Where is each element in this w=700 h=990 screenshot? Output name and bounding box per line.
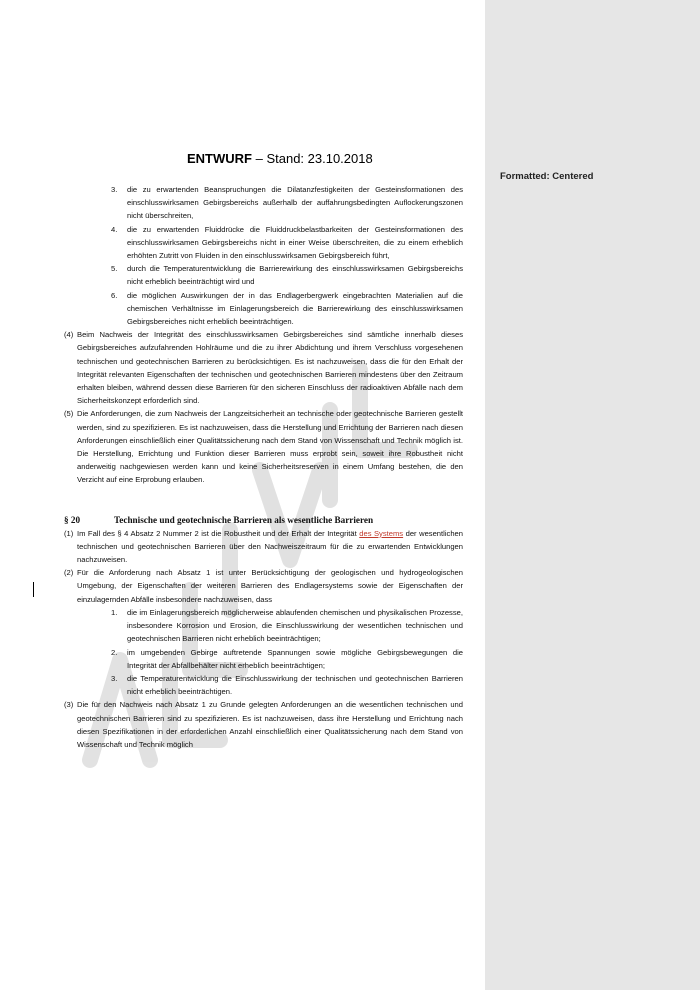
list-item: 2. im umgebenden Gebirge auftretende Spannungen sowie mögliche Gebirgsbewegungen die Integrität der Abfallbehälter nicht erheblich beeinträchtigen;	[111, 647, 463, 670]
tracked-change-insertion[interactable]: des Systems	[359, 528, 404, 538]
list-item: 6. die möglichen Auswirkungen der in das Endlagerbergwerk eingebrachten Materialien auf die chemischen Verhältnisse im Einlagerungsbereich die Barrierewirkung des einschlusswirksamen Gebirgsbereiches nicht erheblich beeinträchtigen.	[111, 290, 463, 327]
list-item: 3. die Temperaturentwicklung die Einschlusswirkung der technischen und geotechnischen Barrieren nicht erheblich beeinträchtigen.	[111, 673, 463, 697]
section-heading	[64, 514, 463, 527]
section-paragraph-2: (2) Für die Anforderung nach Absatz 1 ist unter Berücksichtigung der geologischen und hydrogeologischen Umgebung, der Eigenschaften der weiteren Barrieren des Endlagersystems sowie der Eigenschaften der einzulagernden Abfälle insbesondere nachzuweisen, dass	[64, 568, 463, 604]
section-paragraph-3: (3) Die für den Nachweis nach Absatz 1 zu Grunde gelegten Anforderungen an die wesentlichen technischen und geotechnischen Barrieren sind zu spezifizieren. Es ist nachzuweisen, dass ihre Herstellung und Errichtung nach diesen Spezifikationen in der erforderlichen Anzahl einschließlich einer Qualitätssicherung nach dem Stand von Wissenschaft und Technik möglich	[64, 700, 463, 749]
section-paragraph-1: (1) Im Fall des § 4 Absatz 2 Nummer 2 ist die Robustheit und der Erhalt der Integrität des Systems der wesentlichen technischen und geotechnischen Barrieren über den Nachweiszeitraum für die zu erwartenden Entwicklungen nachzuweisen.	[64, 528, 463, 565]
header-draft-label: ENTWURF	[187, 151, 252, 166]
page-header	[187, 151, 373, 166]
list-item: 1. die im Einlagerungsbereich möglicherweise ablaufenden chemischen und physikalischen Prozesse, insbesondere Korrosion und Erosion, die Einschlusswirkung der wesentlichen technischen und geotechnischen Barrieren nicht erheblich beeinträchtigen;	[111, 607, 463, 644]
list-item: 3. die zu erwartenden Beanspruchungen die Dilatanzfestigkeiten der Gesteinsformationen des einschlusswirksamen Gebirgsbereichs außerhalb der auffahrungsbedingten Auflockerungszonen nicht überschreiten,	[111, 185, 463, 221]
list-item: 5. durch die Temperaturentwicklung die Barrierewirkung des einschlusswirksamen Gebirgsbereichs nicht erheblich beeinträchtigt wird und	[111, 264, 463, 287]
document-body	[64, 183, 463, 751]
section-title: Technische und geotechnische Barrieren als wesentliche Barrieren	[114, 514, 374, 525]
header-date: – Stand: 23.10.2018	[252, 151, 373, 166]
list-item: 4. die zu erwartenden Fluiddrücke die Fluiddruckbelastbarkeiten der Gesteinsformationen des einschlusswirksamen Gebirgsbereichs nicht in einer Weise überschreiten, die zu einem erheblich erhöhten Zutritt von Fluiden in den einschlusswirksamen Gebirgsbereich führt,	[111, 224, 463, 261]
change-bar	[33, 582, 34, 597]
section-number: § 20	[64, 514, 81, 525]
paragraph-5: (5) Die Anforderungen, die zum Nachweis der Langzeitsicherheit an technische oder geotechnische Barrieren gestellt werden, sind zu spezifizieren. Es ist nachzuweisen, dass die Herstellung und Errichtung der Barrieren nach diesen Anforderungen einschließlich einer Qualitätssicherung nach dem Stand von Wissenschaft und Technik möglich ist. Die Herstellung, Errichtung und Funktion dieser Barrieren muss erprobt sein, soweit ihre Robustheit nicht anderweitig nachgewiesen werden kann und keine Sicherheitsreserven in einem Umfang bestehen, die den Verzicht auf eine Erprobung erlauben.	[64, 409, 463, 485]
paragraph-4: (4) Beim Nachweis der Integrität des einschlusswirksamen Gebirgsbereiches sind sämtliche innerhalb dieses Gebirgsbereiches aufzufahrenden Hohlräume und die zu ihrer Abdichtung und ihrem Verschluss vorgesehenen technischen und geotechnischen Barrieren zu berücksichtigen. Es ist nachzuweisen, dass die für den Erhalt der Integrität relevanten Eigenschaften der technischen und geotechnischen Barrieren mindestens über den Zeitraum erhalten bleiben, während dessen diese Barrieren für den sicheren Einschluss der radioaktiven Abfälle nach dem Sicherheitskonzept erforderlich sind.	[64, 330, 463, 406]
comment-format-label[interactable]: Formatted: Centered	[500, 171, 594, 182]
comment-pane	[485, 0, 700, 990]
